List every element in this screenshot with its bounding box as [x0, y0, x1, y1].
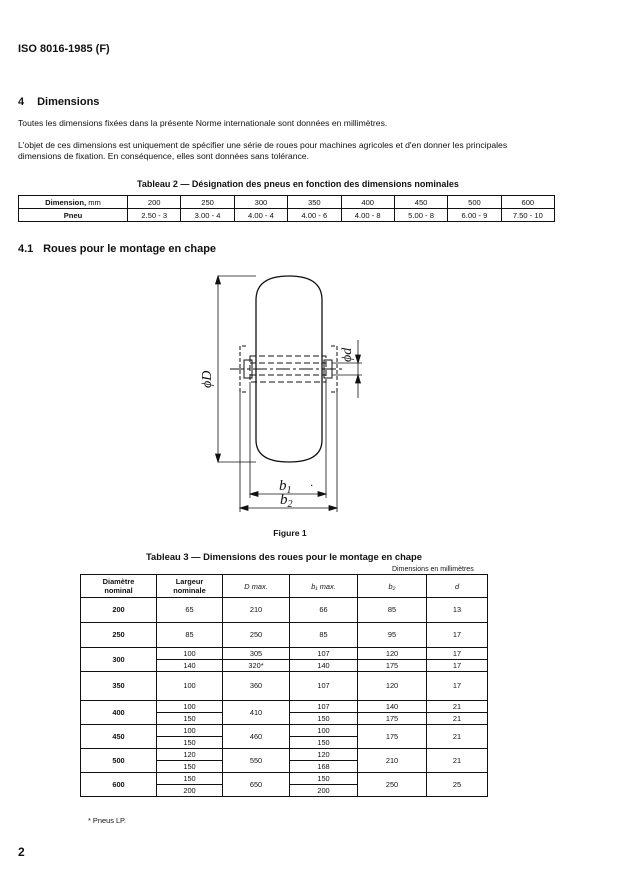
- table-row: [81, 749, 488, 761]
- paragraph-purpose-line1: L'objet de ces dimensions est uniquement de spécifier une série de roues pour machines agricoles et d'en donner les principales: [18, 140, 508, 150]
- cell-d: 21: [427, 725, 488, 749]
- header-b2: b₂: [358, 575, 427, 598]
- cell-larg: 65: [157, 598, 223, 623]
- table-row: [81, 598, 488, 623]
- cell-b2: 175: [358, 660, 427, 672]
- cell-d: 21: [427, 701, 488, 713]
- table-2-cell: 600: [501, 196, 554, 209]
- cell-b1: 168: [290, 761, 358, 773]
- table-3-caption: Tableau 3 — Dimensions des roues pour le montage en chape: [146, 551, 422, 562]
- table-2-cell: 3.00 - 4: [181, 209, 234, 222]
- cell-b1: 150: [290, 737, 358, 749]
- cell-d: 25: [427, 773, 488, 797]
- table-3-header-row: [81, 575, 488, 598]
- cell-diam: 500: [81, 749, 157, 773]
- table-2-caption: Tableau 2 — Désignation des pneus en fonction des dimensions nominales: [137, 179, 459, 189]
- cell-dmax: 550: [223, 749, 290, 773]
- cell-d: 17: [427, 660, 488, 672]
- header-largeur: Largeur nominale: [157, 575, 223, 598]
- cell-b1: 100: [290, 725, 358, 737]
- table-2-cell: 450: [394, 196, 447, 209]
- cell-diam: 450: [81, 725, 157, 749]
- cell-dmax: 650: [223, 773, 290, 797]
- cell-larg: 150: [157, 773, 223, 785]
- section-4-number: 4: [18, 96, 25, 108]
- cell-b1: 107: [290, 672, 358, 701]
- cell-b2: 210: [358, 749, 427, 773]
- cell-larg: 100: [157, 672, 223, 701]
- cell-diam: 600: [81, 773, 157, 797]
- header-D-max: D max.: [223, 575, 290, 598]
- section-4-heading: Dimensions: [37, 96, 100, 108]
- page-number: 2: [18, 845, 25, 859]
- header-b1-max: b₁ max.: [290, 575, 358, 598]
- cell-b2: 175: [358, 725, 427, 749]
- table-2-cell: 2.50 - 3: [128, 209, 181, 222]
- cell-b2: 95: [358, 623, 427, 648]
- table-2-cell: 6.00 - 9: [448, 209, 501, 222]
- cell-larg: 100: [157, 648, 223, 660]
- cell-b2: 120: [358, 672, 427, 701]
- cell-dmax: 460: [223, 725, 290, 749]
- cell-larg: 140: [157, 660, 223, 672]
- cell-b1: 140: [290, 660, 358, 672]
- cell-b1: 66: [290, 598, 358, 623]
- cell-b1: 107: [290, 648, 358, 660]
- cell-b1: 120: [290, 749, 358, 761]
- cell-b1: 150: [290, 713, 358, 725]
- cell-b1: 85: [290, 623, 358, 648]
- table-2-tyre-label: Pneu: [19, 209, 128, 222]
- label-b1: $b_1$: [279, 478, 292, 496]
- cell-b2: 85: [358, 598, 427, 623]
- table-2-cell: 500: [448, 196, 501, 209]
- cell-larg: 150: [157, 713, 223, 725]
- label-phi-d: ϕd: [340, 347, 355, 362]
- table-2-cell: 400: [341, 196, 394, 209]
- header-diametre: Diamètre nominal: [81, 575, 157, 598]
- section-4-1-number: 4.1: [18, 243, 34, 255]
- table-2-dimension-label: Dimension, mm: [19, 196, 128, 209]
- cell-d: 13: [427, 598, 488, 623]
- cell-b2: 175: [358, 713, 427, 725]
- table-row: [81, 672, 488, 701]
- label-b2: $b_2$: [280, 492, 293, 510]
- cell-b1: 150: [290, 773, 358, 785]
- cell-d: 17: [427, 648, 488, 660]
- table-3: [80, 574, 488, 797]
- cell-diam: 300: [81, 648, 157, 672]
- paragraph-dimensions: Toutes les dimensions fixées dans la présente Norme internationale sont données en millimètres.: [18, 118, 388, 128]
- table-row: [81, 701, 488, 713]
- table-2-cell: 5.00 - 8: [394, 209, 447, 222]
- figure-1-caption: Figure 1: [273, 528, 307, 538]
- cell-dmax: 410: [223, 701, 290, 725]
- table-2-cell: 200: [128, 196, 181, 209]
- table-2-cell: 250: [181, 196, 234, 209]
- cell-larg: 150: [157, 761, 223, 773]
- cell-larg: 85: [157, 623, 223, 648]
- cell-diam: 200: [81, 598, 157, 623]
- table-2-cell: 4.00 - 8: [341, 209, 394, 222]
- cell-diam: 350: [81, 672, 157, 701]
- cell-diam: 400: [81, 701, 157, 725]
- table-2-cell: 4.00 - 4: [234, 209, 287, 222]
- table-row: [81, 648, 488, 660]
- cell-b1: 107: [290, 701, 358, 713]
- table-3-units: Dimensions en millimètres: [392, 566, 474, 573]
- cell-larg: 100: [157, 725, 223, 737]
- cell-d: 21: [427, 713, 488, 725]
- table-row: [81, 623, 488, 648]
- cell-diam: 250: [81, 623, 157, 648]
- table-row: [81, 725, 488, 737]
- cell-dmax: 250: [223, 623, 290, 648]
- table-2-cell: 7.50 - 10: [501, 209, 554, 222]
- cell-b2: 120: [358, 648, 427, 660]
- cell-b2: 250: [358, 773, 427, 797]
- paragraph-purpose-line2: dimensions de fixation. En conséquence, elles sont données sans tolérance.: [18, 151, 309, 161]
- table-3-footnote: * Pneus LP.: [88, 816, 127, 825]
- cell-dmax: 320*: [223, 660, 290, 672]
- cell-d: 17: [427, 623, 488, 648]
- label-tick-mark: ·: [310, 478, 313, 492]
- table-row: [81, 773, 488, 785]
- cell-b2: 140: [358, 701, 427, 713]
- cell-larg: 100: [157, 701, 223, 713]
- cell-dmax: 210: [223, 598, 290, 623]
- header-d: d: [427, 575, 488, 598]
- cell-d: 17: [427, 672, 488, 701]
- cell-larg: 200: [157, 785, 223, 797]
- table-2-cell: 350: [288, 196, 341, 209]
- cell-d: 21: [427, 749, 488, 773]
- section-4-1-heading: Roues pour le montage en chape: [43, 243, 217, 255]
- document-header: ISO 8016-1985 (F): [18, 43, 110, 55]
- table-2-cell: 300: [234, 196, 287, 209]
- cell-larg: 150: [157, 737, 223, 749]
- cell-larg: 120: [157, 749, 223, 761]
- cell-dmax: 360: [223, 672, 290, 701]
- cell-b1: 200: [290, 785, 358, 797]
- table-2-cell: 4.00 - 6: [288, 209, 341, 222]
- cell-dmax: 305: [223, 648, 290, 660]
- label-phi-D: ϕD: [200, 370, 215, 388]
